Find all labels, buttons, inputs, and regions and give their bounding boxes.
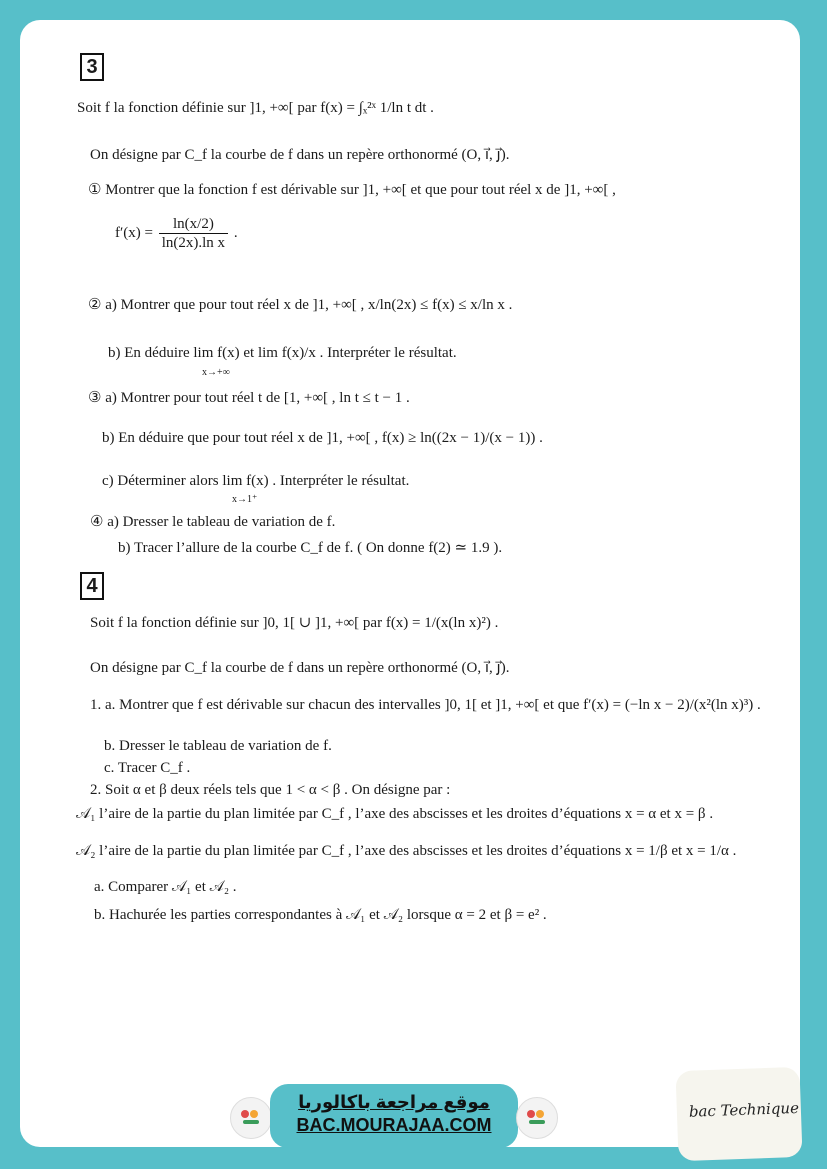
s4-q1c: c. Tracer C_f . [104, 760, 191, 776]
site-url[interactable]: BAC.MOURAJAA.COM [296, 1115, 492, 1135]
s3-q4b: b) Tracer l’allure de la courbe C_f de f. ( On donne f(2) ≃ 1.9 ). [118, 540, 503, 556]
s3-q1-formula-left: f′(x) = [115, 224, 153, 241]
s3-q4a: ④ a) Dresser le tableau de variation de f. [90, 514, 336, 530]
left-logo-icon [230, 1097, 272, 1139]
site-banner[interactable] [270, 1084, 518, 1148]
s3-intro: Soit f la fonction définie sur ]1, +∞[ par f(x) = ∫ₓ²ˣ 1/ln t dt . [77, 100, 434, 116]
exam-sheet [20, 20, 800, 1147]
s3-q1: ① Montrer que la fonction f est dérivable sur ]1, +∞[ et que pour tout réel x de ]1, +∞[ , [88, 182, 616, 198]
s4-a2: 𝒜₂ l’aire de la partie du plan limitée par C_f , l’axe des abscisses et les droites d’équations x = 1/β et x = 1/α . [76, 843, 737, 859]
right-logo-icon [516, 1097, 558, 1139]
s4-q2: 2. Soit α et β deux réels tels que 1 < α < β . On désigne par : [90, 782, 451, 798]
s4-q1a: 1. a. Montrer que f est dérivable sur chacun des intervalles ]0, 1[ et ]1, +∞[ et que f′(x) = (−ln x − 2)/(x²(ln x)³) . [90, 697, 761, 713]
s3-q1-numerator: ln(x/2) [159, 215, 228, 234]
s4-a1: 𝒜₁ l’aire de la partie du plan limitée par C_f , l’axe des abscisses et les droites d’équations x = α et x = β . [76, 806, 714, 822]
site-arabic-name: موقع مراجعة باكالوريا [298, 1092, 490, 1112]
s4-intro: Soit f la fonction définie sur ]0, 1[ ∪ ]1, +∞[ par f(x) = 1/(x(ln x)²) . [90, 615, 499, 631]
s4-q1b: b. Dresser le tableau de variation de f. [104, 738, 332, 754]
s3-q3c-subscript: x→1⁺ [232, 494, 258, 505]
badge-text: bac Technique [688, 1098, 800, 1121]
s4-curve: On désigne par C_f la courbe de f dans un repère orthonormé (O, i⃗, j⃗). [90, 660, 510, 676]
s4-qa: a. Comparer 𝒜₁ et 𝒜₂ . [94, 879, 237, 895]
s3-q2b-subscript: x→+∞ [202, 367, 230, 378]
exercise-number-4: 4 [80, 572, 104, 600]
s3-q1-fraction [159, 215, 228, 252]
s3-q1-formula: f′(x) = $\frac{\ln(x/2)}{\text{ln(2x).ln x}}$ . [115, 216, 238, 251]
s4-qb: b. Hachurée les parties correspondantes à 𝒜₁ et 𝒜₂ lorsque α = 2 et β = e² . [94, 907, 547, 923]
s3-q3c: c) Déterminer alors lim f(x) . Interpréter le résultat. [102, 473, 410, 489]
bac-technique-badge [675, 1067, 802, 1161]
s3-q2b: b) En déduire lim f(x) et lim f(x)/x . Interpréter le résultat. [108, 345, 457, 361]
s3-q2a: ② a) Montrer que pour tout réel x de ]1, +∞[ , x/ln(2x) ≤ f(x) ≤ x/ln x . [88, 297, 513, 313]
s3-q3b: b) En déduire que pour tout réel x de ]1, +∞[ , f(x) ≥ ln((2x − 1)/(x − 1)) . [102, 430, 543, 446]
s3-curve: On désigne par C_f la courbe de f dans un repère orthonormé (O, i⃗, j⃗). [90, 147, 510, 163]
s3-q3a: ③ a) Montrer pour tout réel t de [1, +∞[ , ln t ≤ t − 1 . [88, 390, 410, 406]
s3-q1-denominator: ln(2x).ln x [161, 235, 226, 251]
exercise-number-3: 3 [80, 53, 104, 81]
